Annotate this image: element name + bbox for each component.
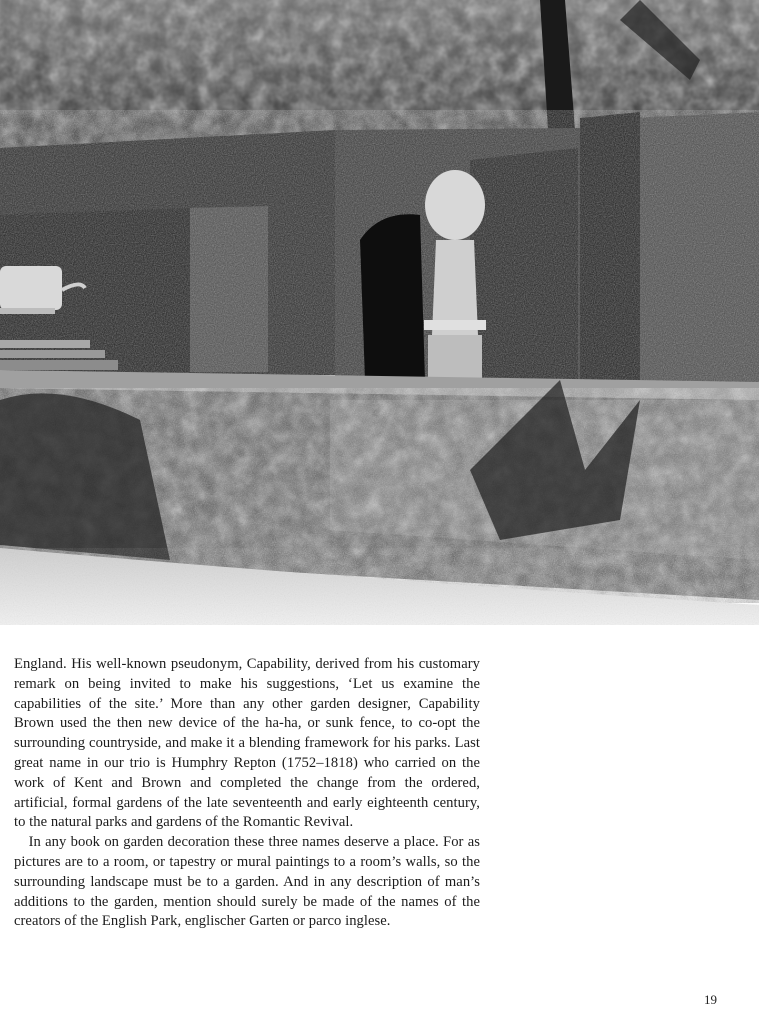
lawn (0, 548, 759, 625)
body-text (14, 655, 480, 932)
page-number: 19 (704, 992, 717, 1007)
paragraph: England. His well-known pseudonym, Capability, derived from his customary remark on being invited to make his suggestions, ‘Let us examine the capabilities of the site.’ More than any other garden designer, Capability Brown used the then new device of the ha-ha, or sunk fence, to co-opt the surrounding countryside, and make it a blending framework for his parks. Last great name in our trio is Humphry Repton (1752–1818) who carried on the work of Kent and Brown and completed the change from the ordered, artificial, formal gardens of the late seventeenth and early eighteenth century, to the natural parks and gardens of the Romantic Revival. (14, 656, 480, 831)
paragraph: In any book on garden decoration these three names deserve a place. For as pictures are to a room, or tapestry or mural paintings to a room’s walls, so the surrounding landscape must be to a garden. And in any description of man’s additions to the garden, mention should surely be made of the names of the creators of the English Park, englischer Garten or parco inglese. (14, 834, 480, 930)
